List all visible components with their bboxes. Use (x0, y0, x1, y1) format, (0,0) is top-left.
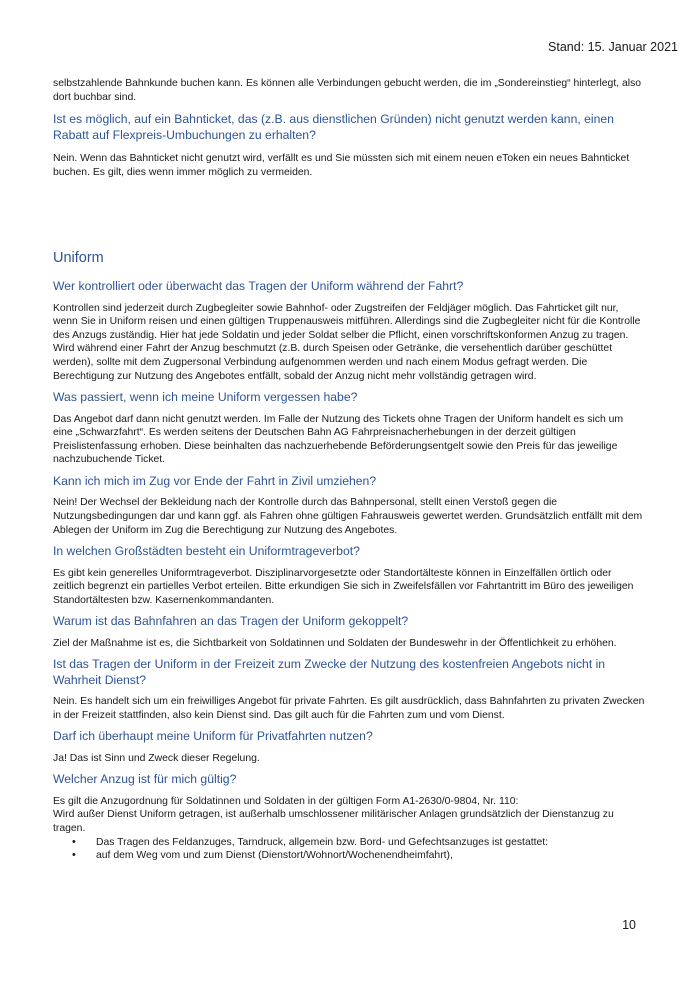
faq-answer-leisure-service: Nein. Es handelt sich um ein freiwilliges Angebot für private Fahrten. Es gilt ausdrücklich, dass Bahnfahrten zu privaten Zwecken in der Freizeit stattfinden, also kein Dienst sind. Das gilt auch für die Fahrten zum und vom Dienst. (53, 696, 645, 721)
faq-answer-coupling-reason: Ziel der Maßnahme ist es, die Sichtbarkeit von Soldatinnen und Soldaten der Bundeswehr in der Öffentlichkeit zu erhöhen. (53, 637, 617, 649)
faq-question-leisure-service: Ist das Tragen der Uniform in der Freizeit zum Zwecke der Nutzung des kostenfreien Angebots nicht in Wahrheit Dienst? (53, 657, 606, 687)
faq-question-coupling-reason: Warum ist das Bahnfahren an das Tragen der Uniform gekoppelt? (53, 614, 409, 629)
header-date: Stand: 15. Januar 2021 (548, 40, 678, 54)
list-item (53, 836, 645, 850)
faq-answer-uniform-control: Kontrollen sind jederzeit durch Zugbegleiter sowie Bahnhof- oder Zugstreifen der Feldjäger möglich. Das Fahrticket gilt nur, wenn Sie in Uniform reisen und einen gültigen Truppenausweis mitführen. Allerdings sind die Zugbegleiter nicht für die Kontrolle des Anzugs zuständig. Hier hat jede Soldatin und jeder Soldat selber die Pflicht, einen vorschriftskonformen Anzug zu tragen. Wird während einer Fahrt der Anzug beschmutzt (z.B. durch Speisen oder Getränke, die versehentlich darüber geschüttet werden), sollte mit dem Zugpersonal Verbindung aufgenommen werden und nach einem Modus gefragt werden. Die Berechtigung zur Nutzung des Angebotes entfällt, sobald der Anzug nicht mehr vollständig getragen wird. (53, 302, 641, 382)
faq-question-uniform-control: Wer kontrolliert oder überwacht das Tragen der Uniform während der Fahrt? (53, 279, 464, 294)
faq-question-private-trips: Darf ich überhaupt meine Uniform für Privatfahrten nutzen? (53, 729, 373, 744)
faq-question-change-clothes: Kann ich mich im Zug vor Ende der Fahrt in Zivil umziehen? (53, 473, 377, 488)
document-body (53, 77, 645, 863)
intro-paragraph: selbstzahlende Bahnkunde buchen kann. Es können alle Verbindungen gebucht werden, die im „Sondereinstieg“ hinterlegt, also dort buchbar sind. (53, 78, 642, 103)
page-number: 10 (622, 918, 636, 932)
list-item-text: auf dem Weg vom und zum Dienst (Dienstort/Wohnort/Wochenendheimfahrt), (96, 850, 453, 862)
faq-question-uniform-ban: In welchen Großstädten besteht ein Uniformtrageverbot? (53, 544, 360, 559)
faq-question-valid-uniform: Welcher Anzug ist für mich gültig? (53, 772, 237, 787)
faq-question-forgot-uniform: Was passiert, wenn ich meine Uniform vergessen habe? (53, 390, 358, 405)
section-title-uniform: Uniform (53, 250, 104, 267)
faq-answer-forgot-uniform: Das Angebot darf dann nicht genutzt werden. Im Falle der Nutzung des Tickets ohne Tragen der Uniform handelt es sich um eine „Schwarzfahrt“. Es werden seitens der Deutschen Bahn AG Fahrpreisnacherhebungen in der derzeit gültigen Preislistenfassung erhoben. Diese beinhalten das nachzuerhebende Beförderungsentgelt sowie den Preis für das jeweilige nachzubuchende Ticket. (53, 413, 624, 466)
bullet-icon: • (72, 849, 76, 862)
faq-question-ticket-discount: Ist es möglich, auf ein Bahnticket, das (z.B. aus dienstlichen Gründen) nicht genutzt werden kann, einen Rabatt auf Flexpreis-Umbuchungen zu erhalten? (53, 112, 614, 142)
faq-answer-valid-uniform-line1: Es gilt die Anzugordnung für Soldatinnen und Soldaten in der gültigen Form A1-2630/0-9804, Nr. 110: (53, 795, 519, 807)
list-item (53, 849, 645, 863)
faq-answer-uniform-ban: Es gibt kein generelles Uniformtrageverbot. Disziplinarvorgesetzte oder Standortälteste können in Einzelfällen örtlich oder zeitlich begrenzt ein partielles Verbot erteilen. Bitte erkundigen Sie sich in Zweifelsfällen vor Fahrtantritt im Büro des jeweiligen Standortältesten bzw. Kasernenkommandanten. (53, 567, 634, 606)
bullet-icon: • (72, 835, 76, 848)
uniform-rules-list (53, 836, 645, 863)
faq-answer-change-clothes: Nein! Der Wechsel der Bekleidung nach der Kontrolle durch das Bahnpersonal, stellt einen Verstoß gegen die Nutzungsbedingungen dar und kann ggf. als Fahren ohne gültigen Fahrausweis gewertet werden. Grundsätzlich entfällt mit dem Ablegen der Uniform im Zug die Berechtigung zur Nutzung des Angebotes. (53, 497, 643, 536)
faq-answer-private-trips: Ja! Das ist Sinn und Zweck dieser Regelung. (53, 752, 260, 764)
faq-answer-ticket-discount: Nein. Wenn das Bahnticket nicht genutzt wird, verfällt es und Sie müssten sich mit einem neuen eToken ein neues Bahnticket buchen. Es gilt, dies wenn immer möglich zu vermeiden. (53, 153, 630, 178)
list-item-text: Das Tragen des Feldanzuges, Tarndruck, allgemein bzw. Bord- und Gefechtsanzuges ist gestattet: (96, 836, 549, 848)
faq-answer-valid-uniform-line2: Wird außer Dienst Uniform getragen, ist außerhalb umschlossener militärischer Anlagen grundsätzlich der Dienstanzug zu tragen. (53, 809, 614, 834)
